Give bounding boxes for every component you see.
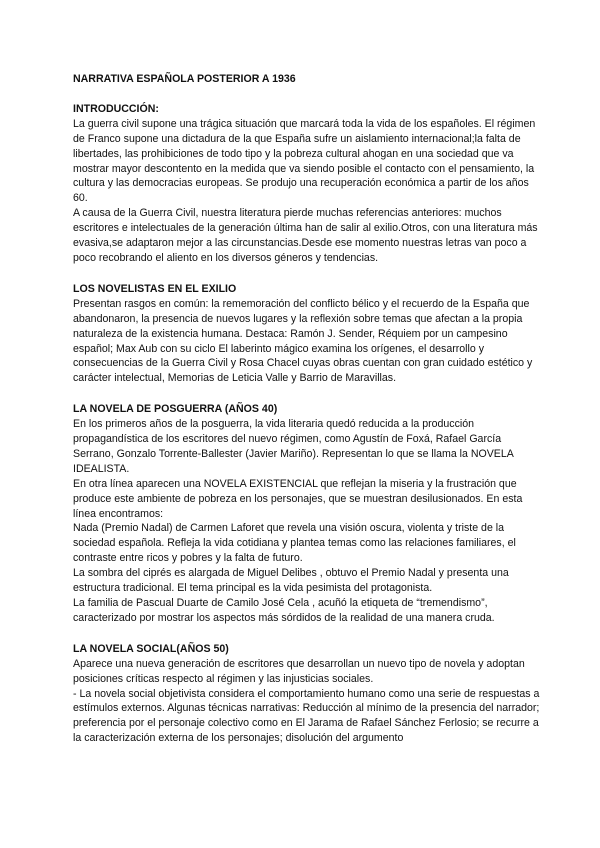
paragraph: estímulos externos. Algunas técnicas narrativas: Reducción al mínimo de la presencia del narrador; preferencia por el personaje colectivo como en El Jarama de Rafael Sánchez Ferlosio; se recurre a la caracterización externa de los personajes; disolución del argumento [73, 702, 540, 745]
section-heading: LA NOVELA DE POSGUERRA (AÑOS 40) [73, 403, 278, 416]
section-novela-posguerra [73, 402, 542, 626]
paragraph: Presentan rasgos en común: la rememoración del conflicto bélico y el recuerdo de la España que abandonaron, la presencia de nuevos lugares y la reflexión sobre temas que afectan a la propia naturaleza de la existencia humana. Destaca: Ramón J. Sender, Réquiem por un campesino español; Max Aub con su ciclo El laberinto mágico examina los orígenes, el desarrollo y consecuencias de la Guerra Civil y Rosa Chacel cuyas obras cuentan con gran cuidado estético y carácter intelectual, Memorias de Leticia Valle y Barrio de Maravillas. [73, 297, 533, 385]
section-heading: INTRODUCCIÓN: [73, 102, 159, 115]
paragraph: La sombra del ciprés es alargada de Miguel Delibes , obtuvo el Premio Nadal y presenta una estructura tradicional. El tema principal es la vida pesimista del protagonista. [73, 567, 509, 595]
section-novela-social [73, 642, 542, 746]
document-title: NARRATIVA ESPAÑOLA POSTERIOR A 1936 [73, 73, 296, 85]
paragraph: - La novela social objetivista considera el comportamiento humano como una serie de respuestas a [73, 687, 540, 700]
paragraph: En los primeros años de la posguerra, la vida literaria quedó reducida a la producción propagandística de los escritores del nuevo régimen, como Agustín de Foxá, Rafael García Serrano, Gonzalo Torrente-Ballester (Javier Mariño). Representan lo que se llama la NOVELA IDEALISTA. [73, 418, 514, 475]
section-novelistas-exilio [73, 282, 542, 386]
paragraph: A causa de la Guerra Civil, nuestra literatura pierde muchas referencias anteriores: muchos escritores e intelectuales de la generación última han de salir al exilio.Otros, con una literatura más evasiva,se adaptaron mejor a las circunstancias.Desde ese momento nuestras letras van poco a poco recobrando el aliento en los diversos géneros y tendencias. [73, 207, 538, 264]
paragraph: Nada (Premio Nadal) de Carmen Laforet que revela una visión oscura, violenta y triste de la sociedad española. Refleja la vida cotidiana y plantea temas como las relaciones familiares, el contraste entre ricos y pobres y la falta de futuro. [73, 522, 516, 565]
section-heading: LA NOVELA SOCIAL(AÑOS 50) [73, 642, 229, 655]
paragraph: La familia de Pascual Duarte de Camilo José Cela , acuñó la etiqueta de “tremendismo”, caracterizado por mostrar los aspectos más sórdidos de la realidad de una manera cruda. [73, 597, 495, 624]
paragraph: La guerra civil supone una trágica situación que marcará toda la vida de los españoles. El régimen de Franco supone una dictadura de la que España sufre un aislamiento internacional;la falta de libertades, las prohibiciones de todo tipo y la pobreza cultural ahogan en una sociedad que va mostrar mayor descontento en la medida que va siendo posible el contacto con el pensamiento, la cultura y las democracias europeas. Se produjo una recuperación económica a partir de los años 60. [73, 117, 536, 205]
section-heading: LOS NOVELISTAS EN EL EXILIO [73, 282, 237, 295]
section-introduccion [73, 102, 542, 266]
paragraph: Aparece una nueva generación de escritores que desarrollan un nuevo tipo de novela y adoptan posiciones críticas respecto al régimen y las injusticias sociales. [73, 657, 525, 685]
paragraph: En otra línea aparecen una NOVELA EXISTENCIAL que reflejan la miseria y la frustración que produce este ambiente de pobreza en los personajes, que se muestran desilusionados. En esta línea encontramos: [73, 477, 523, 520]
